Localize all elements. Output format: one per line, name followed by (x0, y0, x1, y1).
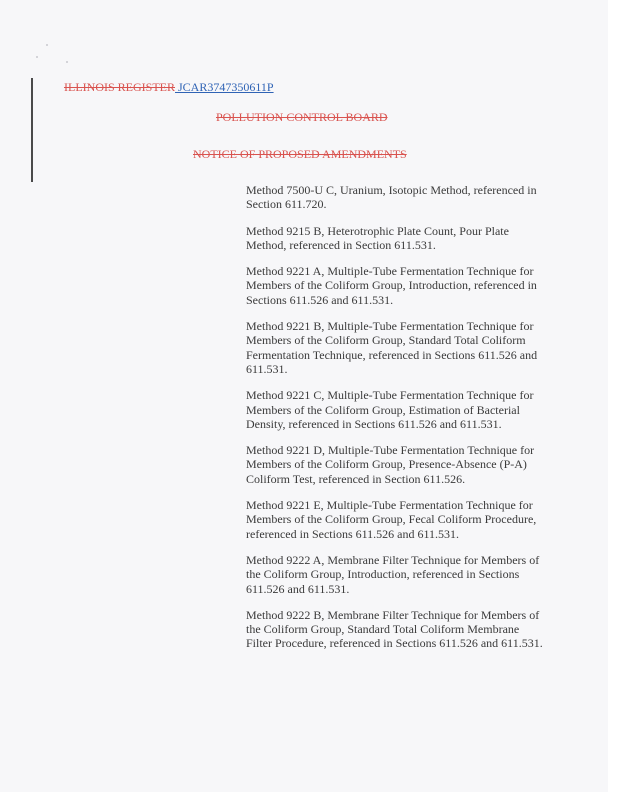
method-item: Method 9221 E, Multiple-Tube Fermentation Technique for Members of the Coliform Group, Fecal Coliform Procedure, referenced in Sections 611.526 and 611.531. (246, 498, 537, 541)
method-item: Method 9215 B, Heterotrophic Plate Count, Pour Plate Method, referenced in Section 611.531. (246, 223, 509, 252)
revision-bar (31, 78, 33, 182)
method-item: Method 9221 D, Multiple-Tube Fermentation Technique for Members of the Coliform Group, Presence-Absence (P-A) Coliform Test, referenced in Section 611.526. (246, 443, 535, 486)
method-item: Method 9222 B, Membrane Filter Technique for Members of the Coliform Group, Standard Total Coliform Membrane Filter Procedure, referenced in Sections 611.526 and 611.531. (246, 607, 543, 651)
notice-header: NOTICE OF PROPOSED AMENDMENTS (193, 147, 407, 161)
method-item: Method 7500-U C, Uranium, Isotopic Method, referenced in Section 611.720. (246, 183, 537, 212)
register-inserted-text: JCAR3747350611P (175, 80, 274, 94)
method-item: Method 9221 C, Multiple-Tube Fermentation Technique for Members of the Coliform Group, Estimation of Bacterial Density, referenced in Sections 611.526 and 611.531. (246, 388, 534, 431)
method-item: Method 9221 A, Multiple-Tube Fermentation Technique for Members of the Coliform Group, Introduction, referenced in Sections 611.526 and 611.531. (246, 264, 537, 307)
method-item: Method 9221 B, Multiple-Tube Fermentation Technique for Members of the Coliform Group, Standard Total Coliform Fermentation Technique, referenced in Sections 611.526 and 611.531. (246, 319, 538, 376)
page-right-edge (608, 0, 618, 800)
scan-speck (36, 56, 38, 58)
register-header (64, 80, 274, 94)
scan-speck (66, 61, 68, 63)
method-item: Method 9222 A, Membrane Filter Technique for Members of the Coliform Group, Introduction, referenced in Sections 611.526 and 611.531. (246, 552, 540, 596)
register-struck-text: ILLINOIS REGISTER (64, 80, 175, 94)
scan-speck (46, 44, 48, 46)
page-bottom-edge (0, 792, 618, 800)
method-list (246, 183, 546, 663)
board-header: POLLUTION CONTROL BOARD (216, 110, 388, 124)
